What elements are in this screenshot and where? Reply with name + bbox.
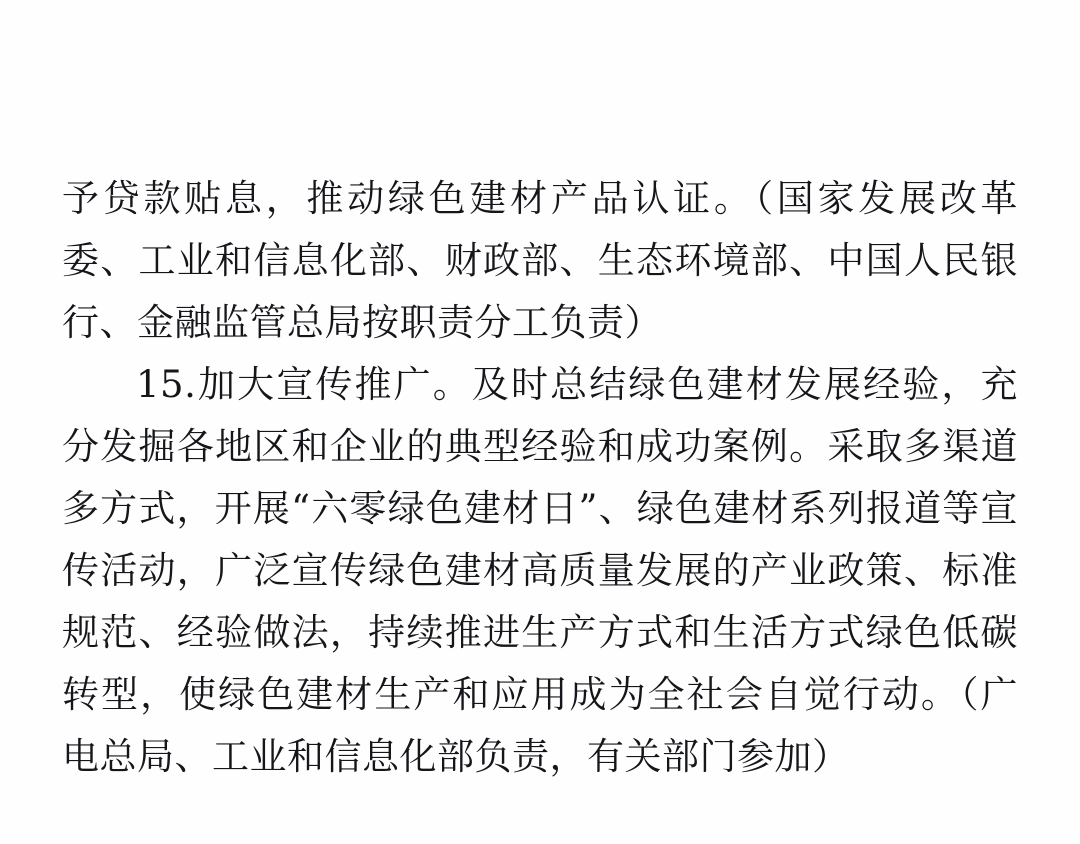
paragraph-item-15: 15.加大宣传推广。及时总结绿色建材发展经验，充分发掘各地区和企业的典型经验和成功案例。采取多渠道多方式，开展“六零绿色建材日”、绿色建材系列报道等宣传活动，广泛宣传绿色建材高质量发展的产业政策、标准规范、经验做法，持续推进生产方式和生活方式绿色低碳转型，使绿色建材生产和应用成为全社会自觉行动。（广电总局、工业和信息化部负责，有关部门参加） [62, 363, 1018, 778]
paragraph-continuation: 予贷款贴息，推动绿色建材产品认证。（国家发展改革委、工业和信息化部、财政部、生态环境部、中国人民银行、金融监管总局按职责分工负责） [62, 177, 1018, 344]
document-body [62, 168, 1018, 788]
